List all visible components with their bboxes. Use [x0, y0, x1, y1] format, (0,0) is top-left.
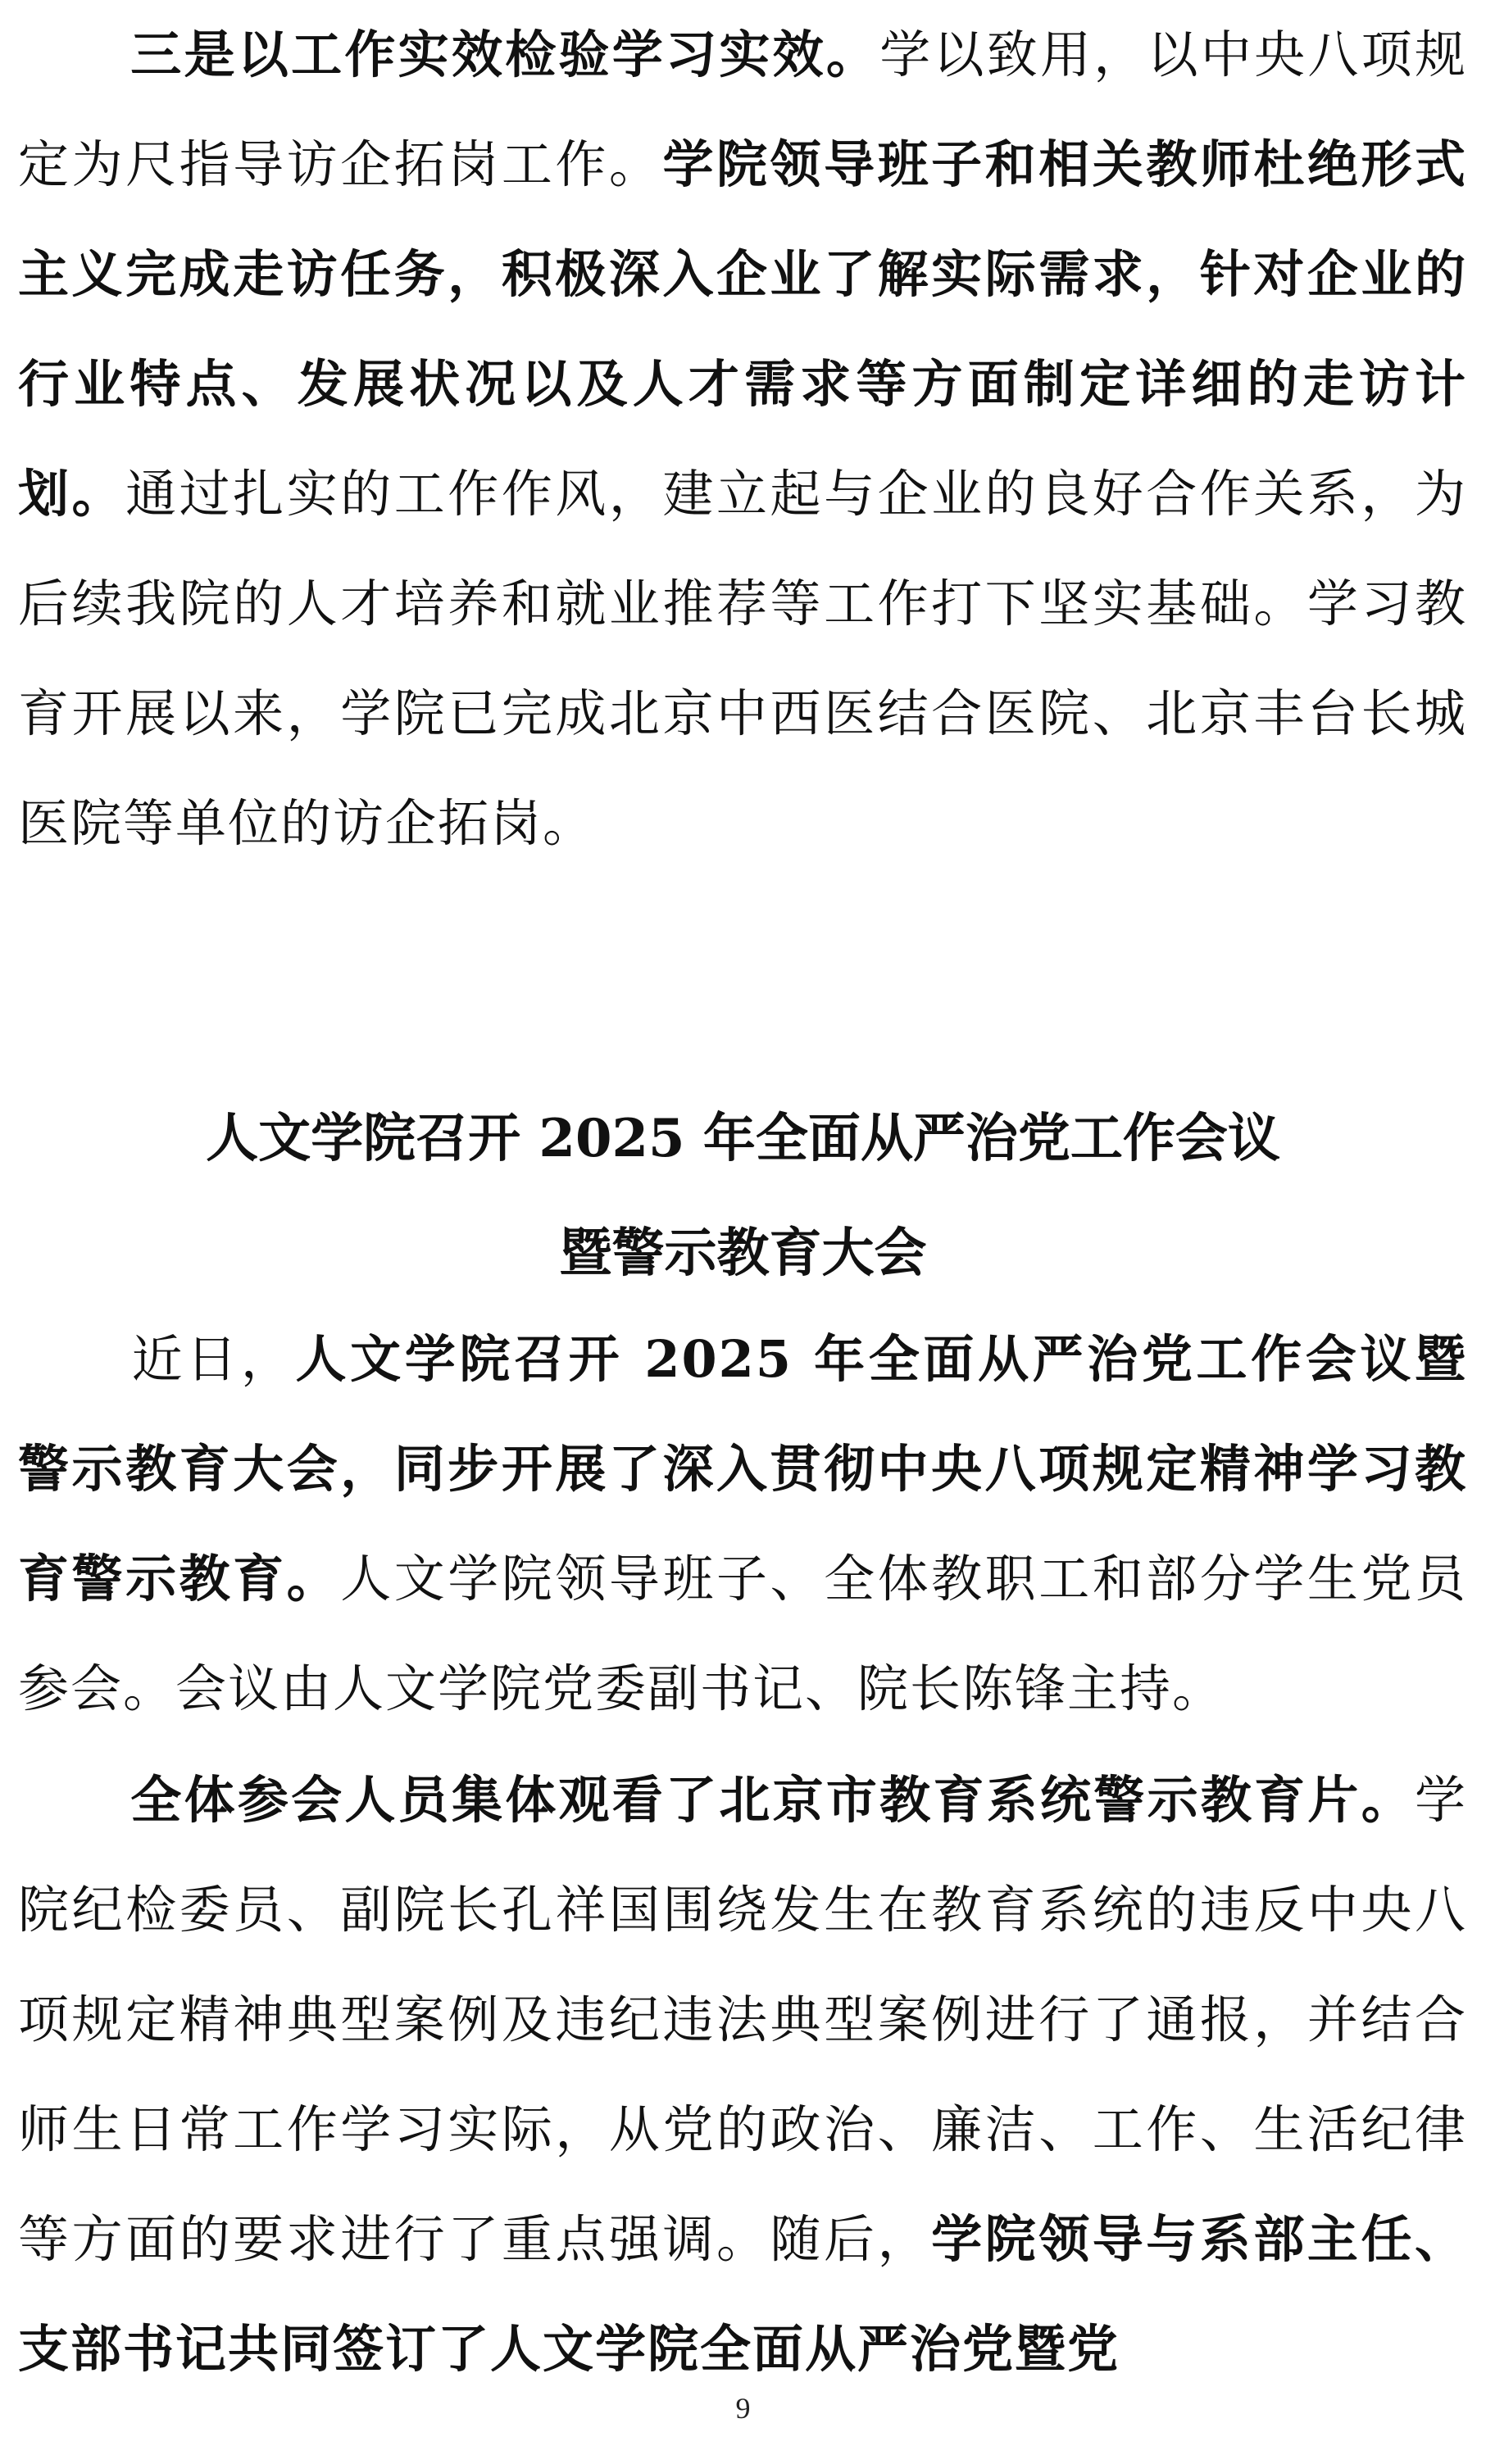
paragraph-bold-lead: 三是以工作实效检验学习实效。 — [130, 25, 880, 84]
headline-line-1: 人文学院召开 2025 年全面从严治党工作会议 — [206, 1108, 1280, 1169]
paragraph-visit-enterprises — [18, 0, 1467, 878]
paragraph-bold-text: 人文学院召开 2025 年全面从严治党工作会议暨警示教育大会，同步开展了深入贯彻中央八项规定精神学习教育警示教育。 — [18, 1329, 1467, 1609]
paragraph-text: 学院纪检委员、副院长孔祥国围绕发生在教育系统的违反中央八项规定精神典型案例及违纪违法典型案例进行了通报，并结合师生日常工作学习实际，从党的政治、廉洁、工作、生活纪律等方面的要求进行了重点强调。随后， — [18, 1770, 1467, 2269]
headline-line-2: 暨警示教育大会 — [559, 1223, 927, 1284]
paragraph-warning-film — [18, 1745, 1467, 2404]
paragraph-text: 学以致用，以中央八项规定为尺指导访企拓岗工作。 — [18, 25, 1467, 194]
paragraph-text: 通过扎实的工作作风，建立起与企业的良好合作关系，为后续我院的人才培养和就业推荐等工作打下坚实基础。学习教育开展以来，学院已完成北京中西医结合医院、北京丰台长城医院等单位的访企拓岗。 — [18, 464, 1467, 853]
paragraph-bold-text: 学院领导班子和相关教师杜绝形式主义完成走访任务，积极深入企业了解实际需求，针对企业的行业特点、发展状况以及人才需求等方面制定详细的走访计划。 — [18, 134, 1467, 524]
paragraph-bold-lead: 全体参会人员集体观看了北京市教育系统警示教育片。 — [130, 1770, 1415, 1830]
paragraph-text: 人文学院领导班子、全体教职工和部分学生党员参会。会议由人文学院党委副书记、院长陈锋主持。 — [18, 1549, 1467, 1718]
paragraph-meeting-intro — [18, 1305, 1467, 1744]
page-number: 9 — [735, 2392, 751, 2425]
paragraph-text: 近日， — [130, 1329, 296, 1389]
paragraph-bold-text: 学院领导与系部主任、支部书记共同签订了人文学院全面从严治党暨党 — [18, 2209, 1467, 2379]
article-headline — [0, 1082, 1486, 1311]
